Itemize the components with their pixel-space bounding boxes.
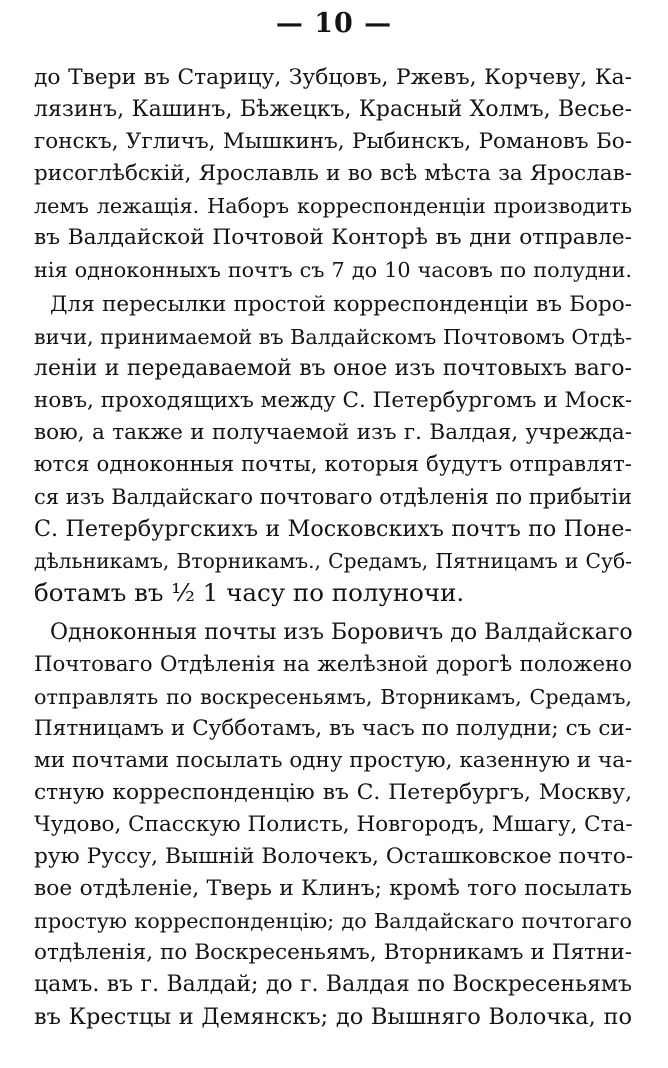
paragraph-3-line: простую корреспонденцію; до Валдайскаго почтогаго (34, 909, 632, 933)
paragraph-3-line: цамъ. въ г. Валдай; до г. Валдая по Воскресеньямъ (34, 972, 632, 997)
paragraph-2-line: новъ, проходящихъ между С. Петербургомъ и Моск- (34, 388, 633, 413)
paragraph-3-line: Почтоваго Отдѣленія на желѣзной дорогѣ положено (34, 652, 632, 677)
page-number: — 10 — (275, 8, 393, 39)
paragraph-2-line: ботамъ въ ½ 1 часу по полуночи. (34, 578, 465, 607)
paragraph-2-line: С. Петербургскихъ и Московскихъ почтъ по Поне- (34, 516, 632, 542)
paragraph-3-line: ми почтами посылать одну простую, казенную и ча- (34, 748, 633, 773)
paragraph-2-line: вичи, принимаемой въ Валдайскомъ Почтовомъ Отдѣ- (34, 325, 633, 349)
paragraph-3-line: отдѣленія, по Воскресеньямъ, Вторникамъ и Пятни- (34, 940, 632, 965)
paragraph-1-line: лемъ лежащія. Наборъ корреспонденціи производить (34, 194, 632, 218)
paragraph-1-line: нія одноконныхъ почтъ съ 7 до 10 часовъ по полудни. (34, 258, 632, 282)
paragraph-2-line: Для пересылки простой корреспонденціи въ Боро- (50, 292, 632, 317)
paragraph-3-line: Чудово, Спасскую Полисть, Новгородъ, Мшагу, Ста- (34, 812, 633, 837)
paragraph-2-line: дѣльникамъ, Вторникамъ., Средамъ, Пятницамъ и Суб- (34, 549, 632, 573)
paragraph-3-line: Пятницамъ и Субботамъ, въ часъ по полудни; съ си- (34, 716, 632, 741)
paragraph-1-line: въ Валдайской Почтовой Конторѣ въ дни отправле- (34, 225, 632, 250)
paragraph-1-line: до Твери въ Старицу, Зубцовъ, Ржевъ, Корчеву, Ка- (34, 65, 632, 90)
paragraph-2-line: вою, а также и получаемой изъ г. Валдая, учрежда- (34, 420, 632, 445)
paragraph-3-line: вое отдѣленіе, Тверь и Клинъ; кромѣ того посылать (34, 876, 632, 901)
paragraph-3-line: въ Крестцы и Демянскъ; до Вышняго Волочка, по (34, 1004, 632, 1030)
paragraph-3-line: Одноконныя почты изъ Боровичъ до Валдайскаго (50, 620, 633, 645)
paragraph-2-line: леніи и передаваемой въ оное изъ почтовыхъ ваго- (34, 356, 632, 381)
paragraph-3-line: стную корреспонденцію въ С. Петербургъ, Москву, (34, 780, 632, 805)
paragraph-2-line: ся изъ Валдайскаго почтоваго отдѣленія по прибытіи (34, 485, 632, 509)
paragraph-3-line: рую Руссу, Вышній Волочекъ, Осташковское почто- (34, 844, 634, 869)
paragraph-3-line: отправлять по воскресеньямъ, Вторникамъ, Средамъ, (34, 685, 632, 709)
paragraph-2-line: ются одноконныя почты, которыя будутъ отправлят- (34, 452, 632, 477)
paragraph-1-line: гонскъ, Угличъ, Мышкинъ, Рыбинскъ, Романовъ Бо- (34, 129, 632, 154)
paragraph-1-line: лязинъ, Кашинъ, Бѣжецкъ, Красный Холмъ, Весье- (34, 97, 632, 122)
paragraph-1-line: рисоглѣбскій, Ярославль и во всѣ мѣста за Ярослав- (34, 161, 632, 186)
